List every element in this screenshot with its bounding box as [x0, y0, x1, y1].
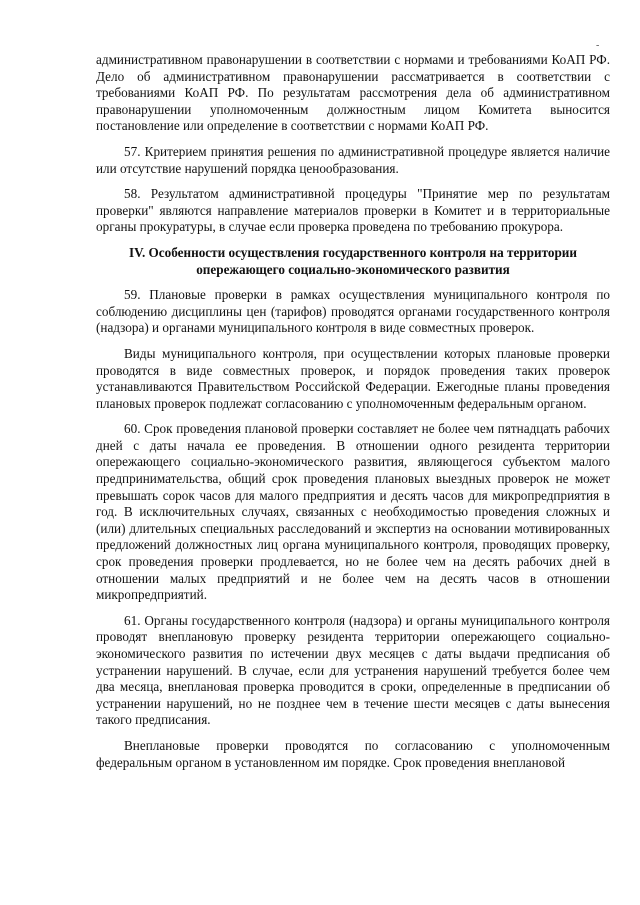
section-heading-line-2: опережающего социально-экономического развития	[196, 261, 510, 277]
paragraph-59-continued: Виды муниципального контроля, при осуществлении которых плановые проверки проводятся в виде совместных проверок, и порядок проведения таких проверок устанавливаются Правительством Российской Федерации. Ежегодные планы проведения плановых проверок подлежат согласованию с уполномоченным федеральным органом.	[96, 345, 610, 411]
section-heading-line-1: IV. Особенности осуществления государственного контроля на территории	[128, 244, 577, 260]
corner-mark: -	[596, 40, 600, 51]
paragraph-57: 57. Критерием принятия решения по административной процедуре является наличие или отсутствие нарушений порядка ценообразования.	[96, 143, 610, 176]
paragraph-59: 59. Плановые проверки в рамках осуществления муниципального контроля по соблюдению дисциплины цен (тарифов) проводятся органами государственного контроля (надзора) и органами муниципального контроля в виде совместных проверок.	[96, 287, 610, 336]
document-body	[96, 52, 610, 771]
paragraph-61: 61. Органы государственного контроля (надзора) и органы муниципального контроля проводят внеплановую проверку резидента территории опережающего социально-экономического развития по истечении двух месяцев с даты выдачи предписания об устранении нарушений. В случае, если для устранения нарушений требуется более чем два месяца, внеплановая проверка проводится в сроки, определенные в предписании об устранении нарушений, но не позднее чем в течение шести месяцев с даты вынесения такого предписания.	[96, 612, 610, 728]
paragraph-61-continued: Внеплановые проверки проводятся по согласованию с уполномоченным федеральным органом в установленном им порядке. Срок проведения внеплановой	[96, 737, 610, 770]
paragraph-58: 58. Результатом административной процедуры "Принятие мер по результатам проверки" являются направление материалов проверки в Комитет и в территориальные органы прокуратуры, в случае если проверка проведена по требованию прокурора.	[96, 186, 610, 235]
paragraph-intro: административном правонарушении в соответствии с нормами и требованиями КоАП РФ. Дело об административном правонарушении рассматривается в соответствии с требованиями КоАП РФ. По результатам рассмотрения дела об административном правонарушении уполномоченным должностным лицом Комитета выносится постановление или определение в соответствии с нормами КоАП РФ.	[96, 52, 610, 134]
section-heading	[96, 245, 610, 278]
paragraph-60: 60. Срок проведения плановой проверки составляет не более чем пятнадцать рабочих дней с даты начала ее проведения. В отношении одного резидента территории опережающего социально-экономического развития, являющегося субъектом малого предпринимательства, общий срок проведения плановых выездных проверок не может превышать сорок часов для малого предприятия и десять часов для микропредприятия в год. В исключительных случаях, связанных с необходимостью проведения сложных и (или) длительных специальных расследований и экспертиз на основании мотивированных предложений должностных лиц органа муниципального контроля, проводящих проверку, срок проведения проверки продлевается, но не более чем на десять рабочих дней в отношении малых предприятий и не более чем на десять часов в отношении микропредприятий.	[96, 421, 610, 603]
